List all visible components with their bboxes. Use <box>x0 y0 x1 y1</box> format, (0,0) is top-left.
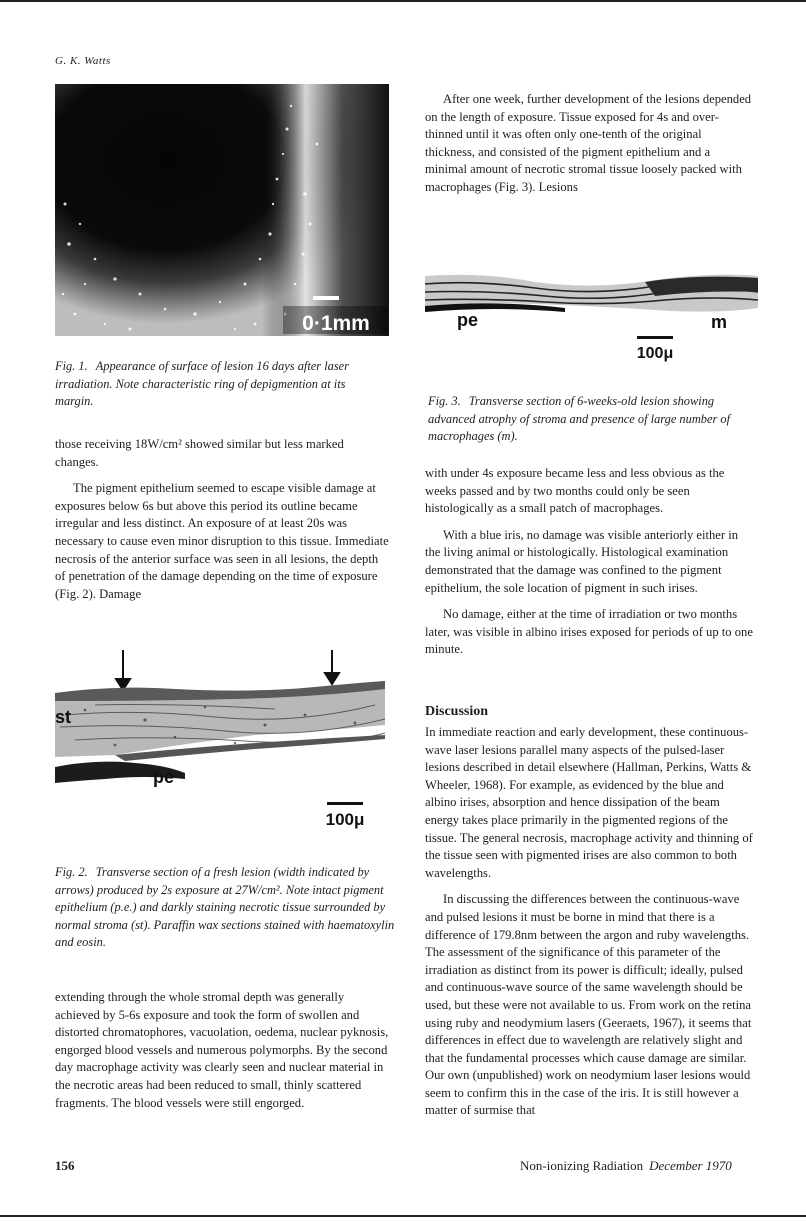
figure-3-caption-number: Fig. 3. <box>428 394 461 408</box>
left-paragraph-2: The pigment epithelium seemed to escape visible damage at exposures below 6s but above this period its outline became irregular and less distinct. An exposure of at least 20s was necessary to cause even minor disruption to this tissue. Immediate necrosis of the anterior surface was seen in all lesions, the depth of penetration of the damage depending on the time of exposure (Fig. 2). Damage <box>55 481 389 601</box>
figure-3-caption <box>428 393 748 446</box>
figure-2-caption <box>55 864 395 952</box>
figure-2-caption-number: Fig. 2. <box>55 865 88 879</box>
right-paragraph-3: With a blue iris, no damage was visible anteriorly either in the living animal or histologically. Histological examination demonstrated that the damage was confined to the pigment epithelium, the sole location of pigment in such irises. <box>425 527 739 595</box>
figure-3-caption-text: Transverse section of 6-weeks-old lesion showing advanced atrophy of stroma and presence of large number of macrophages (m). <box>428 394 731 444</box>
figure-2-label-st: st <box>55 707 72 727</box>
figure-3-scale-label: 100μ <box>636 345 674 362</box>
journal-date: December 1970 <box>649 1158 732 1173</box>
figure-2-micrograph <box>55 645 395 830</box>
figure-2-label-pe: pe <box>153 767 175 787</box>
figure-3-pigment-epithelium <box>425 303 565 312</box>
left-paragraph-1: those receiving 18W/cm² showed similar but less marked changes. <box>55 437 344 469</box>
bottom-rule <box>0 1215 806 1217</box>
section-heading-discussion: Discussion <box>425 704 489 719</box>
figure-3-image <box>425 262 760 370</box>
figure-2-scale-label: 100μ <box>325 810 365 829</box>
figure-1-caption <box>55 358 375 411</box>
right-column-bottom <box>425 724 755 1120</box>
journal-name: Non-ionizing Radiation <box>520 1158 644 1173</box>
journal-footer <box>520 1158 732 1174</box>
right-paragraph-5: In immediate reaction and early development, these continuous-wave laser lesions parallel many aspects of the pulsed-laser lesions described in detail elsewhere (Hallman, Perkins, Watts & Wheeler, 1968). For example, as evidenced by the blue and albino irises, absorption and hence dissipation of the beam energy takes place primarily in the pigmented regions of the tissue. The general necrosis, macrophage activity and thinning of the tissue seen with pigmented irises are also common to both wavelengths. <box>425 725 753 880</box>
figure-1-scale-label: 0·1mm <box>302 312 370 335</box>
right-paragraph-4: No damage, either at the time of irradiation or two months later, was visible in albino irises exposed for periods of up to one minute. <box>425 607 753 657</box>
running-header-author: G. K. Watts <box>55 55 111 67</box>
left-paragraph-3: extending through the whole stromal depth was generally achieved by 5-6s exposure and took the form of swollen and distorted chromatophores, vacuolation, oedema, nuclear pyknosis, engorged blood vessels and numerous polymorphs. By the second day macrophage activity was clearly seen and nuclear material in the necrotic areas had been reduced to small, thinly scattered fragments. The blood vessels were still engorged. <box>55 990 389 1110</box>
figure-2-scale-bar <box>327 802 363 805</box>
right-column-top <box>425 91 752 197</box>
right-paragraph-1: After one week, further development of the lesions depended on the length of exposure. Tissue exposed for 4s and over-thinned until it was often only one-tenth of the original thickness, and consisted of the pigment epithelium and a minimal amount of necrotic stromal tissue loosely packed with macrophages (Fig. 3). Lesions <box>425 92 752 194</box>
top-rule <box>0 0 806 2</box>
figure-2-caption-text: Transverse section of a fresh lesion (width indicated by arrows) produced by 2s exposure at 27W/cm². Note intact pigment epithelium (p.e.) and darkly staining necrotic tissue surrounded by normal stroma (st). Paraffin wax sections stained with haematoxylin and eosin. <box>55 865 395 950</box>
figure-1-scale-bar <box>313 296 339 300</box>
right-paragraph-2: with under 4s exposure became less and less obvious as the weeks passed and by two months could only be seen histologically as a small patch of macrophages. <box>425 466 725 516</box>
right-column-middle <box>425 465 755 659</box>
figure-3-label-pe: pe <box>457 310 479 330</box>
figure-3-micrograph <box>425 262 760 370</box>
right-paragraph-6: In discussing the differences between the continuous-wave and pulsed lesions it must be borne in mind that there is a difference of 179.8nm between the argon and ruby wavelengths. The assessment of the significance of this parameter of the irradiation as distinct from its power is difficult; ideally, pulsed and continuous-wave source of the same wavelength should be used, but these were not available to us. From work on the retina using ruby and neodymium lasers (Geeraets, 1967), it seems that differences in effect due to wavelength are relatively slight and that the fundamental processes which cause damage are similar. Our own (unpublished) work on neodymium laser lesions would seem to confirm this in the case of the iris. It is still however a matter of surmise that <box>425 892 752 1118</box>
figure-2-image <box>55 645 395 830</box>
figure-1-image <box>55 84 389 336</box>
figure-3-scale-bar <box>637 336 673 339</box>
page-number: 156 <box>55 1158 75 1173</box>
figure-3-label-m: m <box>711 312 728 332</box>
figure-1-micrograph <box>55 84 389 336</box>
figure-2-arrows <box>116 650 339 690</box>
figure-1-caption-number: Fig. 1. <box>55 359 88 373</box>
figure-1-caption-text: Appearance of surface of lesion 16 days after laser irradiation. Note characteristic ring of depigmention at its margin. <box>55 359 349 409</box>
left-column-bottom <box>55 989 390 1112</box>
left-column-top <box>55 436 390 603</box>
